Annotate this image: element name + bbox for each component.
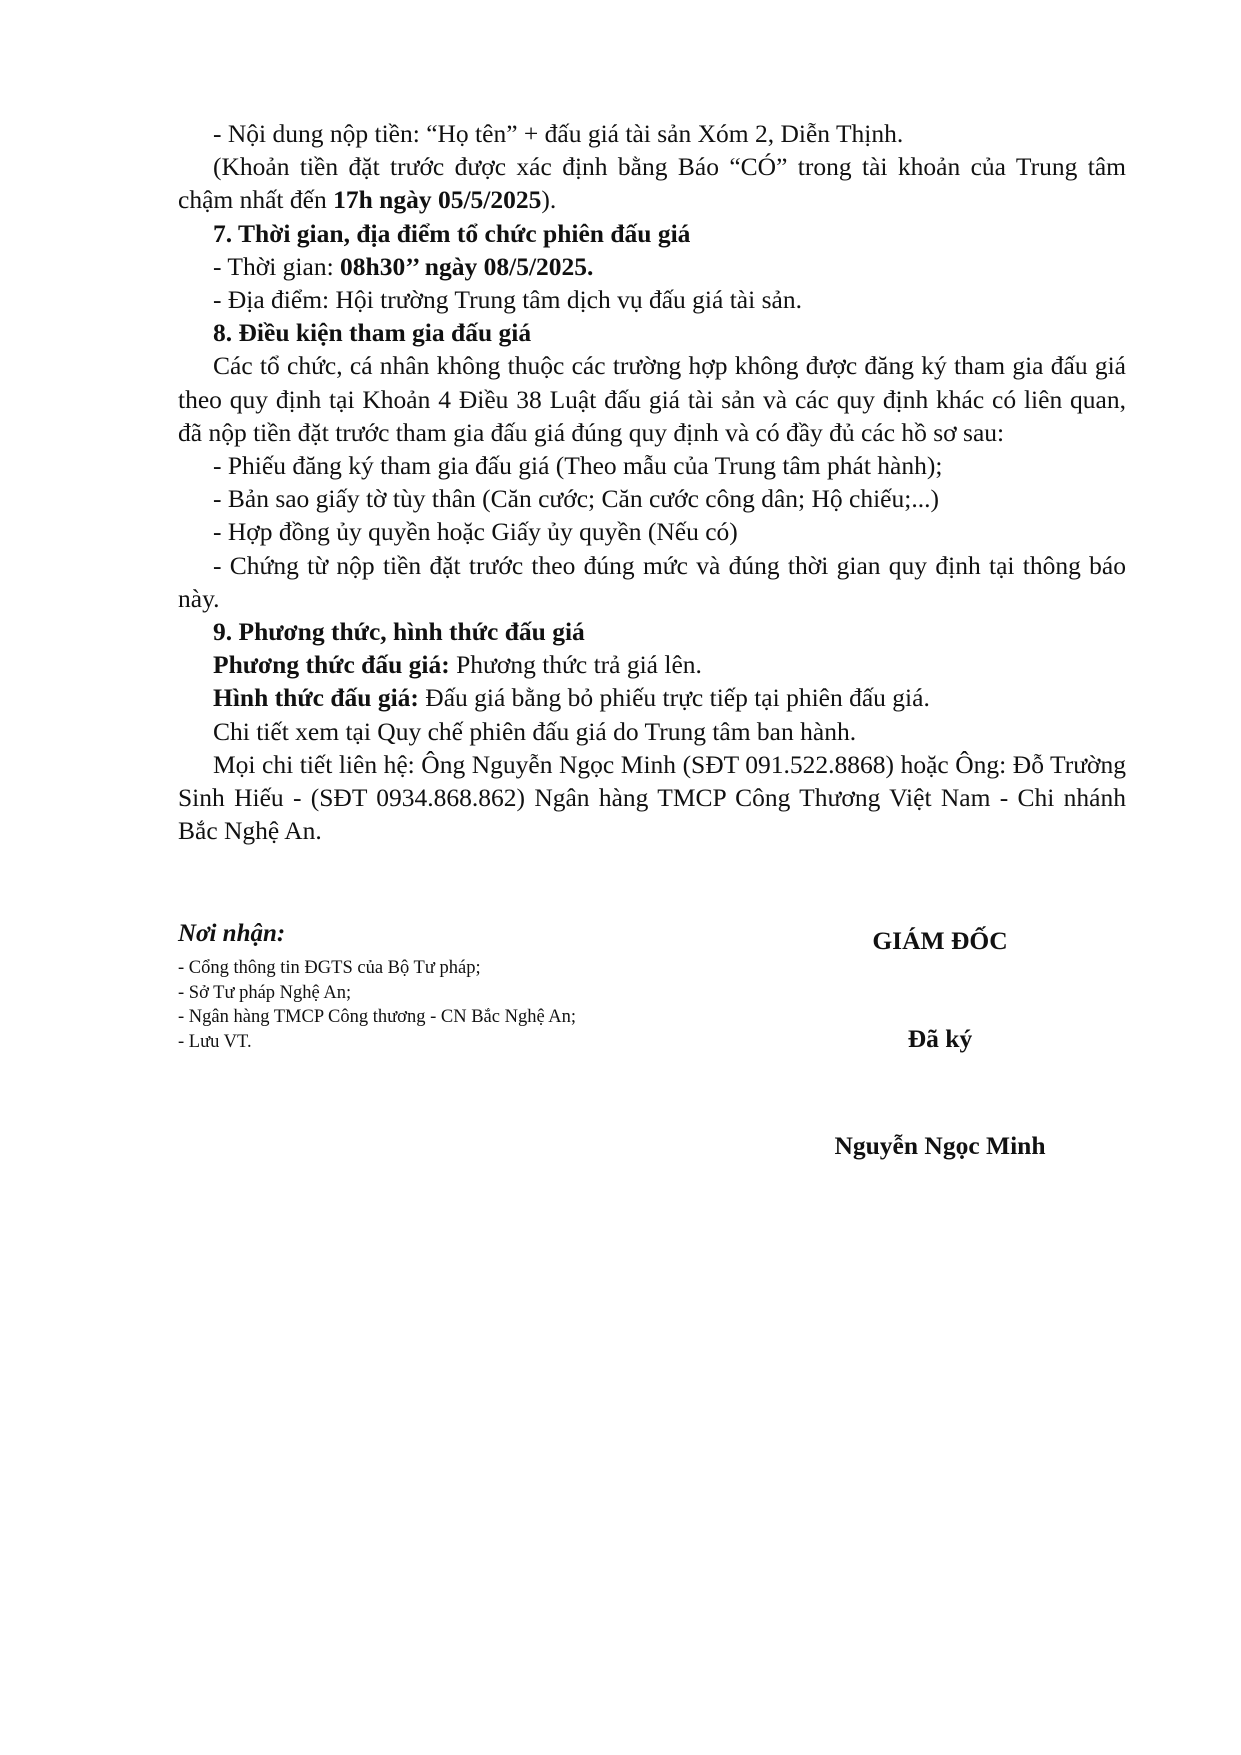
section-7-heading: 7. Thời gian, địa điểm tổ chức phiên đấu giá — [213, 218, 691, 248]
notice-body — [178, 117, 1126, 847]
auction-location: - Địa điểm: Hội trường Trung tâm dịch vụ đấu giá tài sản. — [213, 285, 802, 315]
eligibility-paragraph: Các tổ chức, cá nhân không thuộc các trường hợp không được đăng ký tham gia đấu giá theo quy định tại Khoản 4 Điều 38 Luật đấu giá tài sản và các quy định khác có liên quan, đã nộp tiền đặt trước tham gia đấu giá đúng quy định và có đầy đủ các hồ sơ sau: — [178, 351, 1126, 447]
signer-title: GIÁM ĐỐC — [872, 926, 1008, 955]
auction-form: Hình thức đấu giá: Đấu giá bằng bỏ phiếu trực tiếp tại phiên đấu giá. — [213, 683, 930, 713]
signer-name: Nguyễn Ngọc Minh — [834, 1131, 1046, 1160]
section-9-heading: 9. Phương thức, hình thức đấu giá — [213, 617, 585, 647]
requirement-item: - Bản sao giấy tờ tùy thân (Căn cước; Căn cước công dân; Hộ chiếu;...) — [213, 484, 939, 514]
recipient-item: - Ngân hàng TMCP Công thương - CN Bắc Nghệ An; — [178, 1007, 577, 1027]
signed-status: Đã ký — [907, 1024, 973, 1053]
recipient-item: - Lưu VT. — [178, 1031, 252, 1052]
recipient-item: - Sở Tư pháp Nghệ An; — [178, 982, 352, 1003]
requirement-item: - Phiếu đăng ký tham gia đấu giá (Theo mẫu của Trung tâm phát hành); — [213, 451, 943, 481]
payment-content-line: - Nội dung nộp tiền: “Họ tên” + đấu giá tài sản Xóm 2, Diễn Thịnh. — [213, 119, 904, 148]
auction-method: Phương thức đấu giá: Phương thức trả giá lên. — [213, 650, 702, 680]
contact-paragraph: Mọi chi tiết liên hệ: Ông Nguyễn Ngọc Minh (SĐT 091.522.8868) hoặc Ông: Đỗ Trường Sinh Hiếu - (SĐT 0934.868.862) Ngân hàng TMCP Công Thương Việt Nam - Chi nhánh Bắc Nghệ An. — [178, 749, 1126, 846]
requirement-item: - Chứng từ nộp tiền đặt trước theo đúng mức và đúng thời gian quy định tại thông báo này. — [178, 550, 1126, 613]
recipients-title: Nơi nhận: — [178, 920, 286, 947]
recipient-item: - Cổng thông tin ĐGTS của Bộ Tư pháp; — [178, 958, 481, 978]
auction-time-value: 08h30’’ ngày 08/5/2025. — [340, 251, 594, 281]
requirement-item: - Hợp đồng ủy quyền hoặc Giấy ủy quyền (Nếu có) — [213, 517, 738, 547]
deposit-note: (Khoản tiền đặt trước được xác định bằng Báo “CÓ” trong tài khoản của Trung tâm chậm nhất đến 17h ngày 05/5/2025). — [178, 152, 1126, 215]
auction-time: - Thời gian: 08h30’’ ngày 08/5/2025. — [213, 251, 594, 281]
section-8-heading: 8. Điều kiện tham gia đấu giá — [213, 318, 532, 348]
deposit-deadline: 17h ngày 05/5/2025 — [333, 185, 542, 215]
recipients-block — [178, 918, 738, 1054]
regulation-note: Chi tiết xem tại Quy chế phiên đấu giá do Trung tâm ban hành. — [213, 716, 857, 746]
